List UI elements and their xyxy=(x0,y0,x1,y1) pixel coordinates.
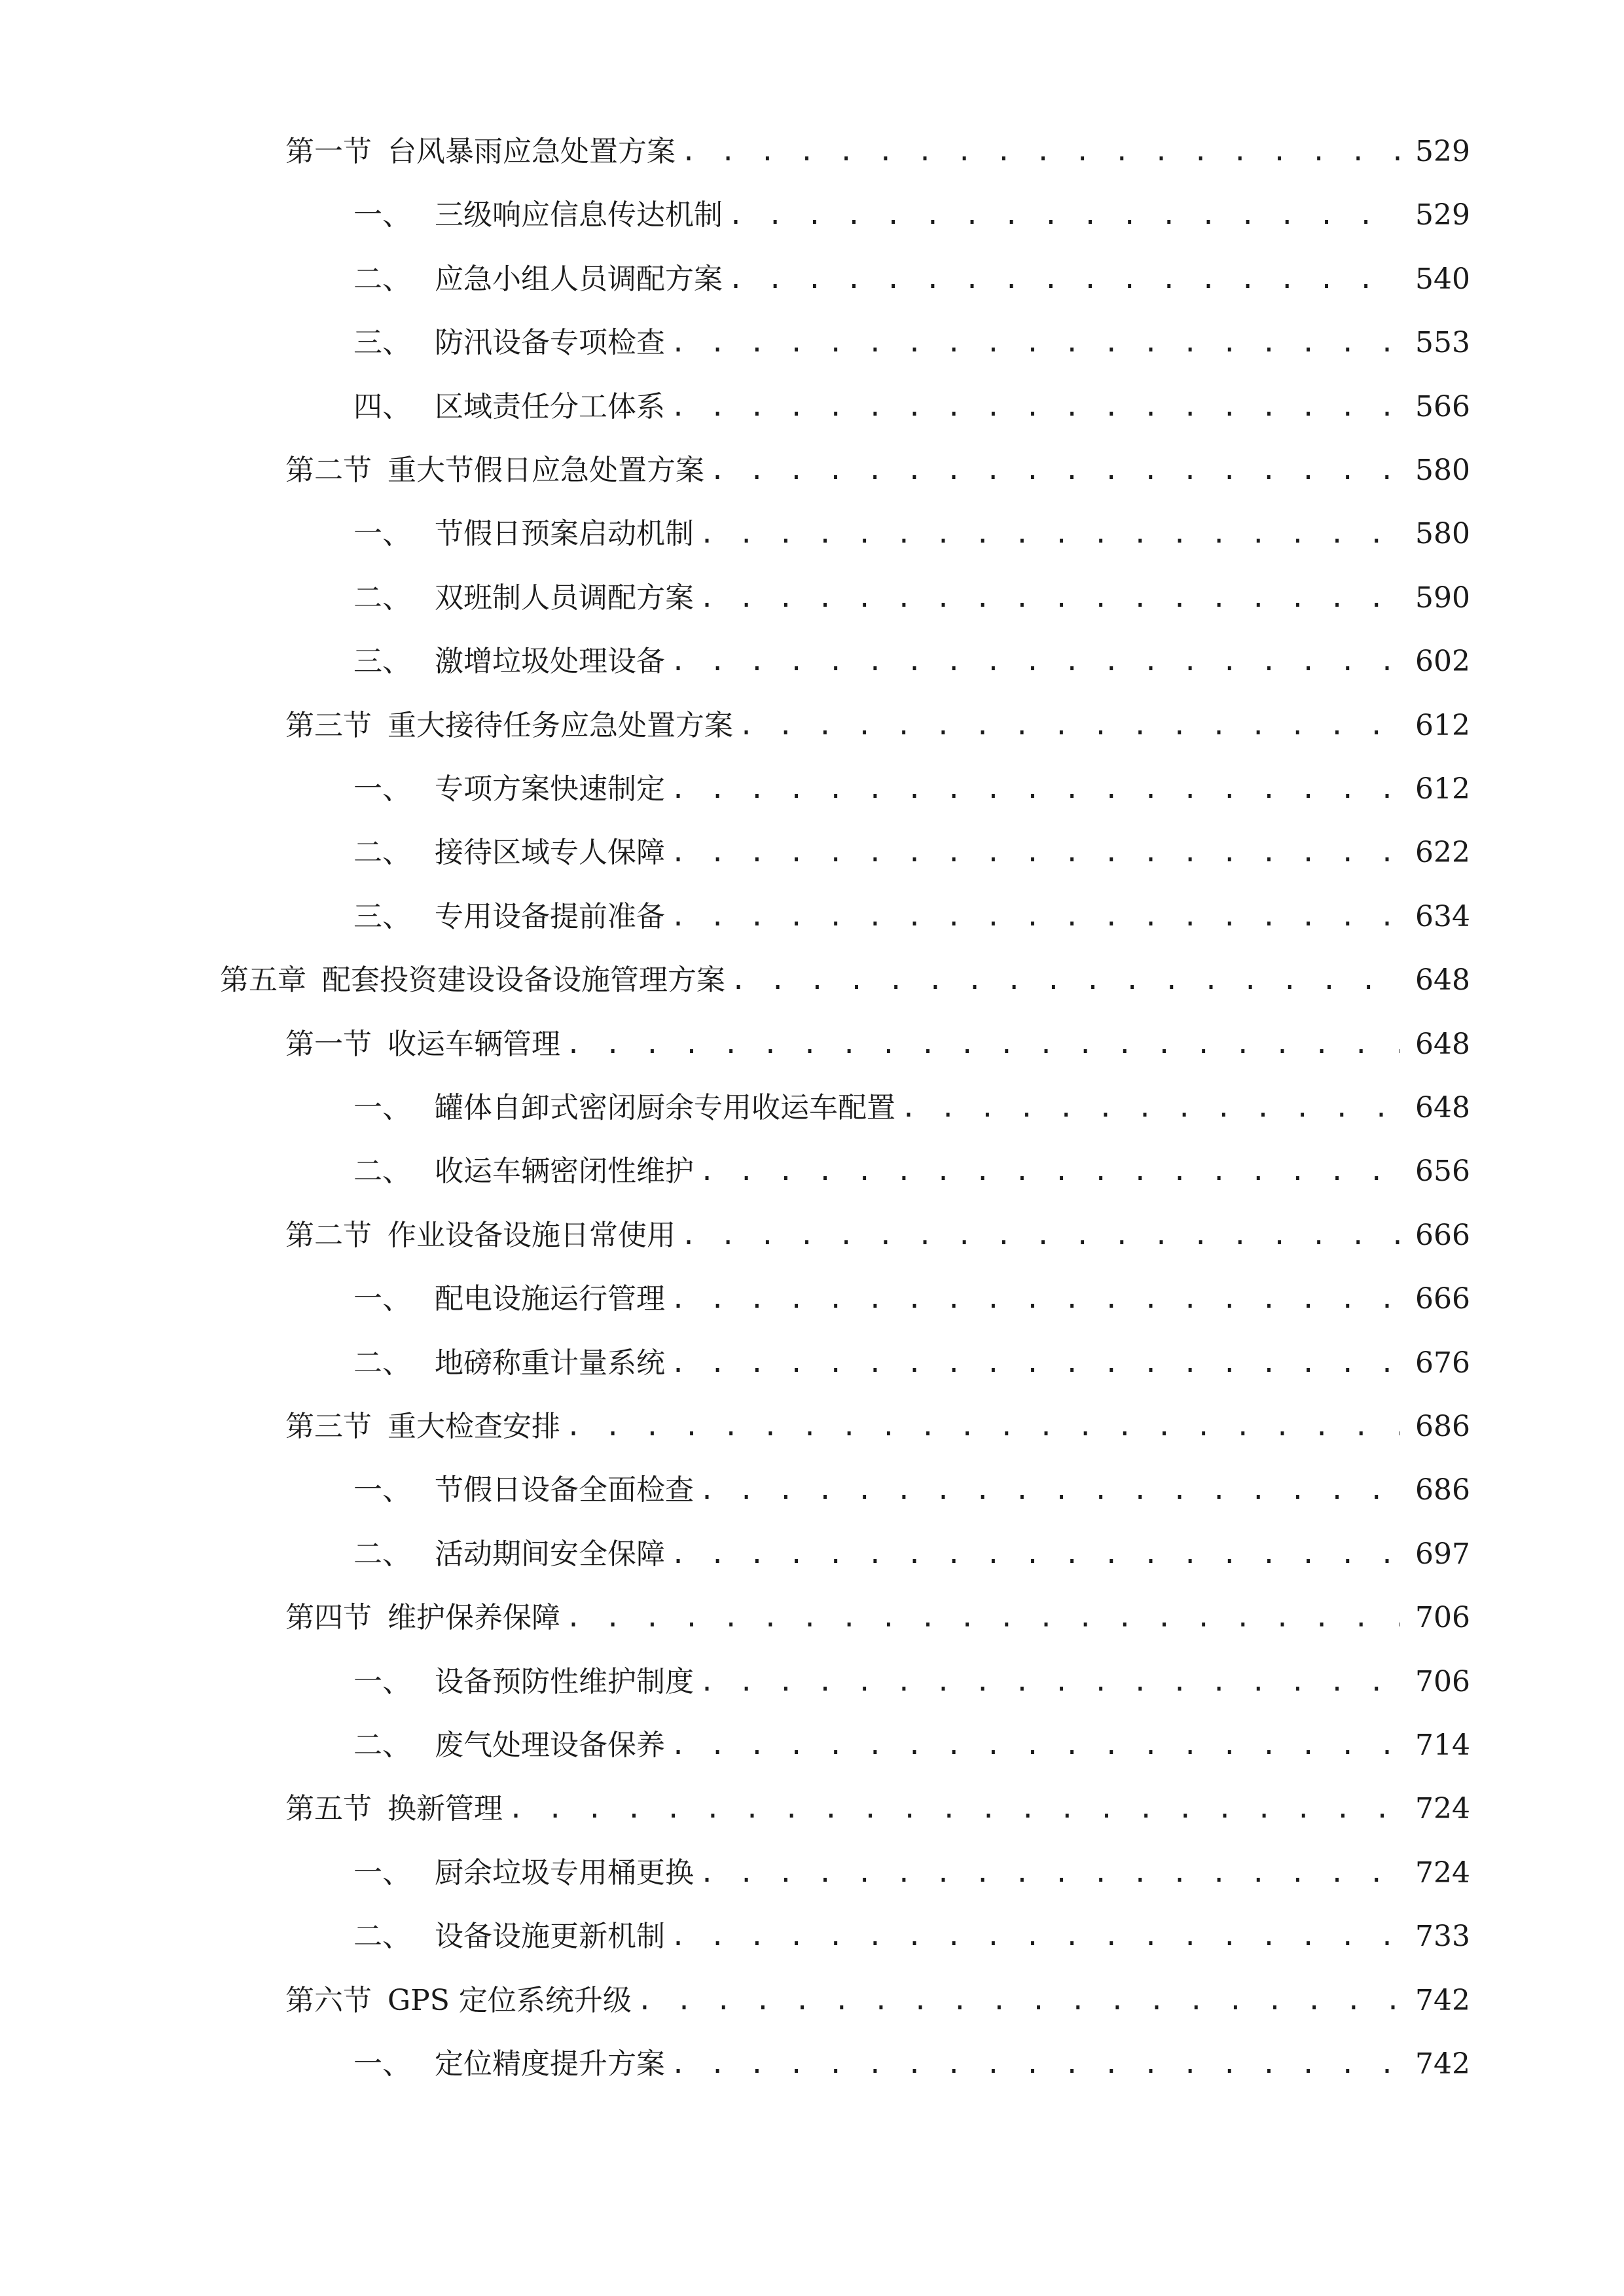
toc-entry-number: 一、 xyxy=(353,1856,411,1890)
toc-dot-leader xyxy=(670,891,1399,943)
toc-dot-leader xyxy=(738,700,1399,752)
toc-entry[interactable] xyxy=(353,1910,1470,1963)
toc-dot-leader xyxy=(670,763,1399,816)
toc-dot-leader xyxy=(670,2038,1399,2090)
toc-entry-number: 第二节 xyxy=(285,1219,372,1252)
toc-entry-title: 重大接待任务应急处置方案 xyxy=(388,709,733,742)
toc-entry[interactable] xyxy=(285,1592,1470,1644)
toc-entry-title: 配套投资建设设备设施管理方案 xyxy=(322,963,725,997)
toc-entry-page-number: 697 xyxy=(1415,1537,1470,1571)
toc-entry-page-number: 648 xyxy=(1415,1028,1470,1061)
toc-dot-leader xyxy=(566,1401,1399,1453)
toc-entry-page-number: 612 xyxy=(1415,709,1470,742)
toc-entry-page-number: 580 xyxy=(1415,517,1470,550)
toc-entry[interactable] xyxy=(353,891,1470,943)
toc-entry-title: 定位精度提升方案 xyxy=(435,2047,665,2081)
toc-dot-leader xyxy=(699,508,1399,560)
toc-dot-leader xyxy=(670,317,1399,369)
toc-dot-leader xyxy=(566,1592,1399,1644)
toc-entry-title: 收运车辆管理 xyxy=(388,1028,560,1061)
toc-entry-page-number: 666 xyxy=(1415,1282,1470,1316)
toc-entry[interactable] xyxy=(285,126,1470,178)
toc-entry-number: 二、 xyxy=(353,581,411,615)
toc-entry-page-number: 590 xyxy=(1415,581,1470,615)
toc-entry-page-number: 648 xyxy=(1415,1091,1470,1124)
toc-dot-leader xyxy=(699,1656,1399,1708)
toc-entry-number: 第一节 xyxy=(285,1028,372,1061)
toc-entry[interactable] xyxy=(285,1401,1470,1453)
toc-entry-page-number: 706 xyxy=(1415,1601,1470,1634)
toc-entry-title: 作业设备设施日常使用 xyxy=(388,1219,676,1252)
toc-entry-page-number: 622 xyxy=(1415,836,1470,869)
toc-entry-number: 第四节 xyxy=(285,1601,372,1634)
toc-entry-number: 二、 xyxy=(353,1346,411,1380)
toc-entry-title: 设备设施更新机制 xyxy=(435,1920,665,1953)
toc-entry-title: 废气处理设备保养 xyxy=(435,1729,665,1762)
toc-entry-page-number: 553 xyxy=(1415,326,1470,359)
toc-entry-title: 换新管理 xyxy=(388,1792,503,1825)
toc-entry-title: 厨余垃圾专用桶更换 xyxy=(435,1856,694,1890)
toc-entry[interactable] xyxy=(353,763,1470,816)
toc-entry-page-number: 666 xyxy=(1415,1219,1470,1252)
toc-entry[interactable] xyxy=(220,954,1470,1007)
toc-entry-title: 接待区域专人保障 xyxy=(435,836,665,869)
toc-entry[interactable] xyxy=(353,1464,1470,1516)
toc-entry-number: 二、 xyxy=(353,1920,411,1953)
toc-entry-page-number: 580 xyxy=(1415,454,1470,487)
toc-entry-title: 配电设施运行管理 xyxy=(435,1282,665,1316)
toc-entry-title: 收运车辆密闭性维护 xyxy=(435,1155,694,1188)
toc-entry-number: 一、 xyxy=(353,1091,411,1124)
toc-dot-leader xyxy=(699,572,1399,624)
toc-entry[interactable] xyxy=(353,317,1470,369)
toc-entry-page-number: 634 xyxy=(1415,900,1470,933)
toc-entry[interactable] xyxy=(285,1783,1470,1835)
toc-entry-title: 三级响应信息传达机制 xyxy=(435,198,723,232)
toc-entry-title: 地磅称重计量系统 xyxy=(435,1346,665,1380)
toc-entry[interactable] xyxy=(353,253,1470,306)
toc-dot-leader xyxy=(670,1273,1399,1325)
toc-entry-number: 第五章 xyxy=(220,963,306,997)
toc-entry-number: 二、 xyxy=(353,836,411,869)
toc-entry[interactable] xyxy=(285,1018,1470,1071)
toc-entry-title: 罐体自卸式密闭厨余专用收运车配置 xyxy=(435,1091,895,1124)
toc-entry-number: 四、 xyxy=(353,390,411,423)
toc-entry-title: GPS 定位系统升级 xyxy=(388,1984,632,2017)
toc-entry-title: 重大检查安排 xyxy=(388,1410,560,1443)
toc-entry-number: 一、 xyxy=(353,1665,411,1698)
toc-entry-number: 第六节 xyxy=(285,1984,372,2017)
toc-entry-page-number: 686 xyxy=(1415,1410,1470,1443)
toc-dot-leader xyxy=(508,1783,1399,1835)
toc-entry-title: 维护保养保障 xyxy=(388,1601,560,1634)
toc-entry-title: 激增垃圾处理设备 xyxy=(435,645,665,678)
toc-entry-page-number: 686 xyxy=(1415,1473,1470,1507)
toc-dot-leader xyxy=(681,1210,1399,1262)
toc-entry-title: 区域责任分工体系 xyxy=(435,390,665,423)
toc-entry-page-number: 706 xyxy=(1415,1665,1470,1698)
toc-entry-title: 专项方案快速制定 xyxy=(435,772,665,806)
toc-entry-number: 三、 xyxy=(353,326,411,359)
toc-entry-page-number: 742 xyxy=(1415,2047,1470,2081)
toc-entry-page-number: 742 xyxy=(1415,1984,1470,2017)
toc-entry[interactable] xyxy=(353,636,1470,688)
toc-dot-leader xyxy=(681,126,1399,178)
toc-entry-number: 一、 xyxy=(353,198,411,232)
toc-entry-page-number: 724 xyxy=(1415,1792,1470,1825)
toc-entry-number: 二、 xyxy=(353,1729,411,1762)
toc-entry-page-number: 612 xyxy=(1415,772,1470,806)
toc-entry-page-number: 602 xyxy=(1415,645,1470,678)
toc-entry-title: 应急小组人员调配方案 xyxy=(435,262,723,296)
toc-entry-page-number: 733 xyxy=(1415,1920,1470,1953)
toc-dot-leader xyxy=(699,1145,1399,1198)
toc-dot-leader xyxy=(901,1082,1399,1134)
toc-entry-number: 三、 xyxy=(353,900,411,933)
toc-entry-page-number: 529 xyxy=(1415,198,1470,232)
toc-entry[interactable] xyxy=(353,827,1470,879)
toc-entry-page-number: 724 xyxy=(1415,1856,1470,1890)
toc-entry-number: 二、 xyxy=(353,262,411,296)
toc-entry[interactable] xyxy=(353,1082,1470,1134)
toc-entry-number: 一、 xyxy=(353,1473,411,1507)
toc-dot-leader xyxy=(566,1018,1399,1071)
toc-entry[interactable] xyxy=(353,1528,1470,1581)
toc-entry-title: 节假日预案启动机制 xyxy=(435,517,694,550)
toc-entry-title: 双班制人员调配方案 xyxy=(435,581,694,615)
toc-entry[interactable] xyxy=(353,1145,1470,1198)
toc-entry-page-number: 540 xyxy=(1415,262,1470,296)
toc-entry-number: 三、 xyxy=(353,645,411,678)
toc-entry-number: 一、 xyxy=(353,517,411,550)
toc-entry-number: 第五节 xyxy=(285,1792,372,1825)
toc-entry-title: 活动期间安全保障 xyxy=(435,1537,665,1571)
toc-entry-number: 一、 xyxy=(353,772,411,806)
toc-entry-title: 防汛设备专项检查 xyxy=(435,326,665,359)
toc-entry-page-number: 566 xyxy=(1415,390,1470,423)
toc-dot-leader xyxy=(710,444,1399,497)
toc-entry-page-number: 648 xyxy=(1415,963,1470,997)
toc-entry-title: 节假日设备全面检查 xyxy=(435,1473,694,1507)
toc-entry-number: 二、 xyxy=(353,1537,411,1571)
toc-entry-page-number: 656 xyxy=(1415,1155,1470,1188)
toc-dot-leader xyxy=(670,1719,1399,1772)
toc-entry-number: 第二节 xyxy=(285,454,372,487)
toc-entry-title: 重大节假日应急处置方案 xyxy=(388,454,704,487)
toc-entry-page-number: 529 xyxy=(1415,135,1470,168)
toc-entry[interactable] xyxy=(353,508,1470,560)
toc-dot-leader xyxy=(699,1847,1399,1899)
toc-entry-number: 第三节 xyxy=(285,709,372,742)
toc-entry-number: 第三节 xyxy=(285,1410,372,1443)
toc-entry[interactable] xyxy=(285,1210,1470,1262)
toc-dot-leader xyxy=(731,954,1399,1007)
toc-entry[interactable] xyxy=(285,444,1470,497)
toc-entry-page-number: 714 xyxy=(1415,1729,1470,1762)
toc-entry-title: 台风暴雨应急处置方案 xyxy=(388,135,676,168)
toc-entry-page-number: 676 xyxy=(1415,1346,1470,1380)
toc-entry[interactable] xyxy=(353,572,1470,624)
toc-dot-leader xyxy=(699,1464,1399,1516)
toc-entry-number: 一、 xyxy=(353,2047,411,2081)
toc-entry-title: 设备预防性维护制度 xyxy=(435,1665,694,1698)
toc-dot-leader xyxy=(670,1337,1399,1390)
toc-entry-number: 一、 xyxy=(353,1282,411,1316)
toc-entry[interactable] xyxy=(353,1273,1470,1325)
toc-entry[interactable] xyxy=(285,700,1470,752)
toc-dot-leader xyxy=(670,381,1399,433)
toc-entry[interactable] xyxy=(353,1656,1470,1708)
toc-entry[interactable] xyxy=(353,2038,1470,2090)
toc-entry[interactable] xyxy=(353,189,1470,242)
toc-entry[interactable] xyxy=(353,381,1470,433)
toc-entry-number: 第一节 xyxy=(285,135,372,168)
toc-entry-number: 二、 xyxy=(353,1155,411,1188)
toc-dot-leader xyxy=(670,827,1399,879)
toc-dot-leader xyxy=(728,253,1399,306)
toc-dot-leader xyxy=(637,1975,1399,2027)
toc-dot-leader xyxy=(728,189,1399,242)
toc-entry[interactable] xyxy=(285,1975,1470,2027)
toc-dot-leader xyxy=(670,1528,1399,1581)
toc-entry[interactable] xyxy=(353,1847,1470,1899)
toc-dot-leader xyxy=(670,1910,1399,1963)
toc-entry[interactable] xyxy=(353,1337,1470,1390)
toc-entry[interactable] xyxy=(353,1719,1470,1772)
toc-dot-leader xyxy=(670,636,1399,688)
toc-entry-title: 专用设备提前准备 xyxy=(435,900,665,933)
